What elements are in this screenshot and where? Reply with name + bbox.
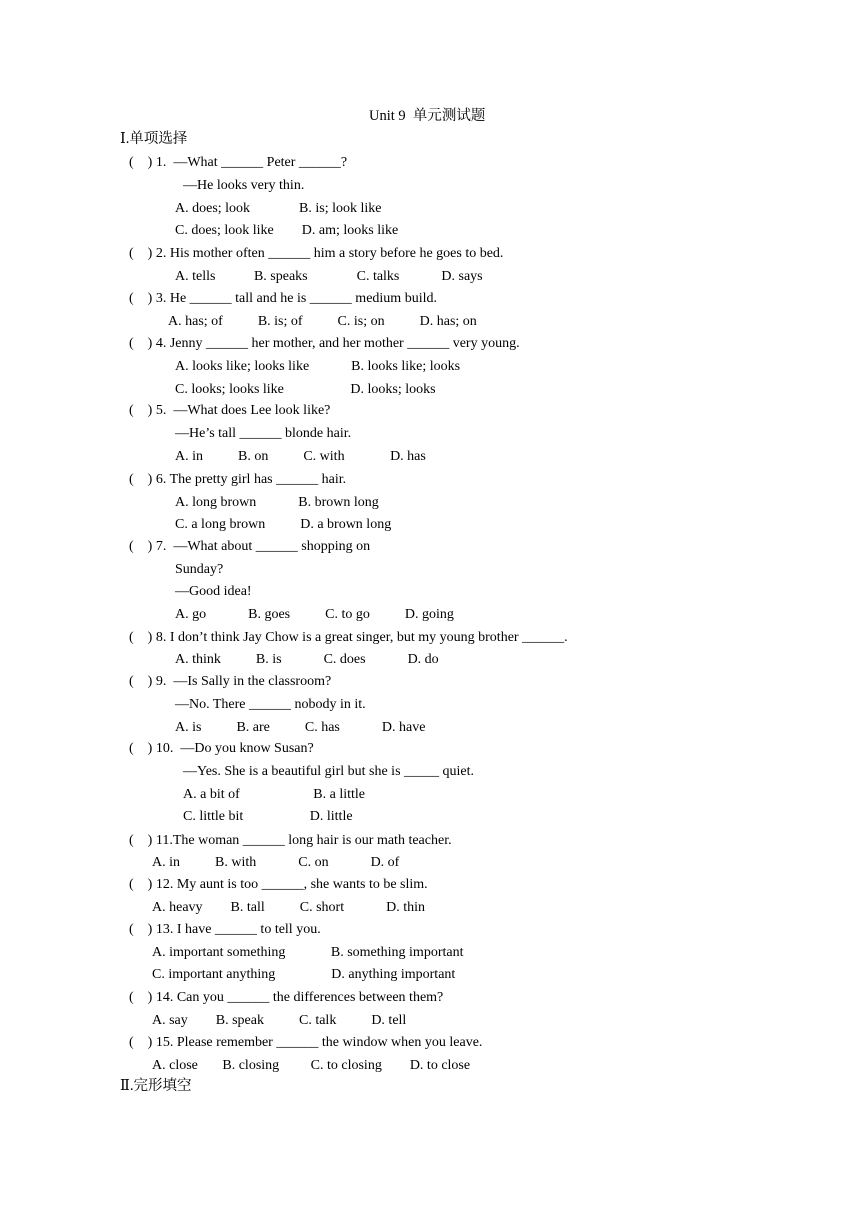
option-line: A. tells B. speaks C. talks D. says — [175, 269, 483, 284]
section-heading-cloze: Ⅱ.完形填空 — [120, 1078, 192, 1094]
question-line: —No. There ______ nobody in it. — [175, 697, 366, 712]
section-heading-single-choice: Ⅰ.单项选择 — [120, 131, 188, 147]
question-line: —Yes. She is a beautiful girl but she is _____ quiet. — [183, 764, 475, 779]
option-line: A. has; of B. is; of C. is; on D. has; on — [168, 314, 477, 329]
option-line: A. close B. closing C. to closing D. to close — [152, 1058, 471, 1073]
question-line: ( ) 5. —What does Lee look like? — [129, 403, 331, 418]
question-line: —Good idea! — [175, 584, 252, 599]
question-line: ( ) 14. Can you ______ the differences between them? — [129, 990, 444, 1005]
option-line: C. looks; looks like D. looks; looks — [175, 382, 436, 397]
option-line: A. go B. goes C. to go D. going — [175, 607, 454, 622]
option-line: A. say B. speak C. talk D. tell — [152, 1013, 407, 1028]
question-line: ( ) 12. My aunt is too ______, she wants to be slim. — [129, 877, 428, 892]
question-line: ( ) 8. I don’t think Jay Chow is a great singer, but my young brother ______. — [129, 630, 568, 645]
question-line: ( ) 9. —Is Sally in the classroom? — [129, 674, 332, 689]
question-line: ( ) 3. He ______ tall and he is ______ medium build. — [129, 291, 437, 306]
question-line: —He looks very thin. — [183, 178, 305, 193]
question-line: ( ) 7. —What about ______ shopping on — [129, 539, 371, 554]
option-line: A. long brown B. brown long — [175, 495, 379, 510]
option-line: C. important anything D. anything important — [152, 967, 456, 982]
page-title: Unit 9 单元测试题 — [369, 108, 486, 124]
option-line: A. does; look B. is; look like — [175, 201, 382, 216]
option-line: C. does; look like D. am; looks like — [175, 223, 399, 238]
option-line: C. a long brown D. a brown long — [175, 517, 392, 532]
option-line: A. heavy B. tall C. short D. thin — [152, 900, 425, 915]
question-line: ( ) 6. The pretty girl has ______ hair. — [129, 472, 347, 487]
option-line: A. important something B. something important — [152, 945, 464, 960]
question-line: ( ) 10. —Do you know Susan? — [129, 741, 314, 756]
question-line: Sunday? — [175, 562, 224, 577]
option-line: A. a bit of B. a little — [183, 787, 365, 802]
question-line: ( ) 4. Jenny ______ her mother, and her mother ______ very young. — [129, 336, 520, 351]
question-line: ( ) 11.The woman ______ long hair is our math teacher. — [129, 833, 452, 848]
question-line: ( ) 2. His mother often ______ him a story before he goes to bed. — [129, 246, 504, 261]
question-line: —He’s tall ______ blonde hair. — [175, 426, 352, 441]
option-line: C. little bit D. little — [183, 809, 353, 824]
option-line: A. looks like; looks like B. looks like; looks — [175, 359, 461, 374]
option-line: A. is B. are C. has D. have — [175, 720, 426, 735]
question-line: ( ) 15. Please remember ______ the window when you leave. — [129, 1035, 483, 1050]
option-line: A. in B. with C. on D. of — [152, 855, 400, 870]
option-line: A. in B. on C. with D. has — [175, 449, 426, 464]
option-line: A. think B. is C. does D. do — [175, 652, 439, 667]
question-line: ( ) 1. —What ______ Peter ______? — [129, 155, 348, 170]
question-line: ( ) 13. I have ______ to tell you. — [129, 922, 321, 937]
